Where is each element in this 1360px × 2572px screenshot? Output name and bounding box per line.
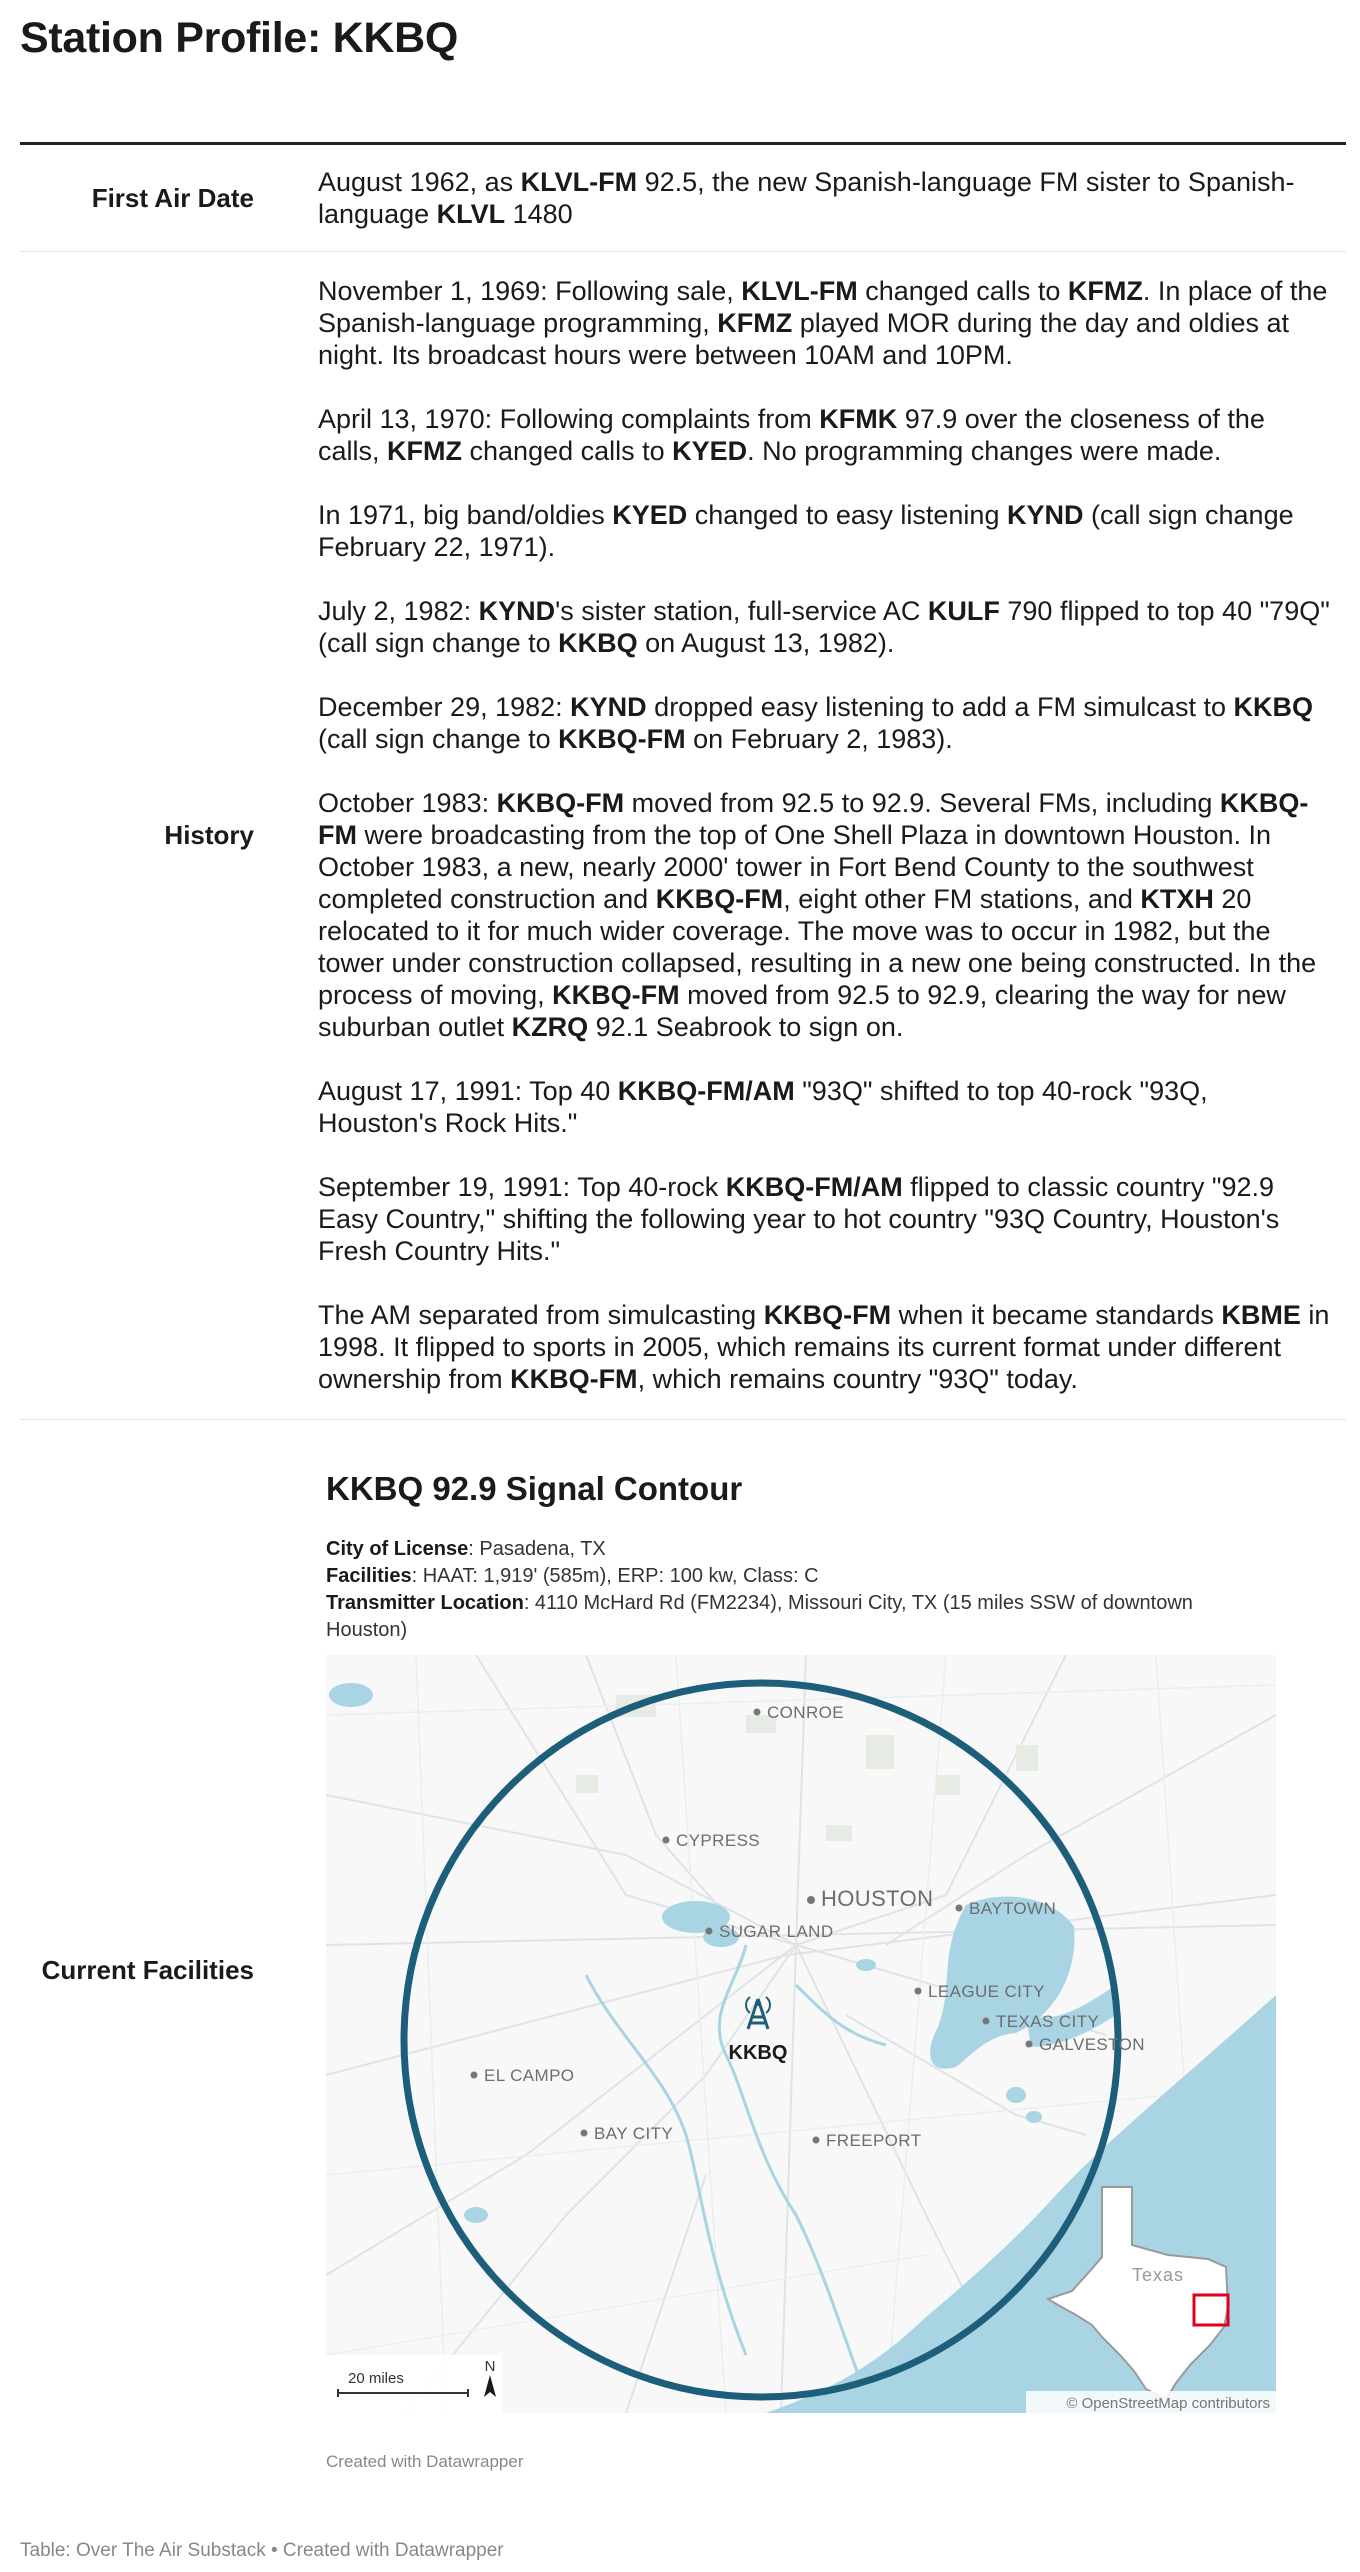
station-marker-label: KKBQ bbox=[728, 2042, 788, 2064]
city-marker-el-campo bbox=[471, 2066, 575, 2085]
transmitter-location: Transmitter Location: 4110 McHard Rd (FM2234), Missouri City, TX (15 miles SSW of downtown Houston) bbox=[326, 1592, 1193, 1641]
city-label: CYPRESS bbox=[676, 1831, 761, 1850]
city-marker-league-city bbox=[915, 1982, 1045, 2001]
city-label: BAY CITY bbox=[594, 2124, 674, 2143]
city-marker-conroe bbox=[754, 1703, 845, 1722]
paragraph: The AM separated from simulcasting KKBQ-FM when it became standards KBME in 1998. It flipped to sports in 2005, which remains its current format under different ownership from KKBQ-FM, which remains country "93Q" today. bbox=[318, 1300, 1330, 1394]
city-label: TEXAS CITY bbox=[996, 2012, 1100, 2031]
city-marker-texas-city bbox=[983, 2012, 1100, 2031]
city-label: EL CAMPO bbox=[484, 2066, 575, 2085]
scale-bar bbox=[326, 2355, 502, 2413]
city-label: CONROE bbox=[767, 1703, 845, 1722]
row-history bbox=[20, 252, 1346, 1420]
row-label-first-air-date: First Air Date bbox=[91, 183, 254, 213]
city-marker-freeport bbox=[813, 2131, 922, 2150]
facilities-info: Facilities: HAAT: 1,919' (585m), ERP: 100 kw, Class: C bbox=[326, 1565, 819, 1587]
paragraph: July 2, 1982: KYND's sister station, full-service AC KULF 790 flipped to top 40 "79Q" (call sign change to KKBQ on August 13, 1982). bbox=[318, 596, 1330, 658]
city-label: SUGAR LAND bbox=[719, 1922, 834, 1941]
map-title: KKBQ 92.9 Signal Contour bbox=[326, 1470, 743, 1507]
city-label: LEAGUE CITY bbox=[928, 1982, 1045, 2001]
city-label: HOUSTON bbox=[821, 1886, 934, 1911]
row-value-history bbox=[318, 252, 1332, 1419]
paragraph: November 1, 1969: Following sale, KLVL-FM changed calls to KFMZ. In place of the Spanish-language programming, KFMZ played MOR during the day and oldies at night. Its broadcast hours were between 10AM and 10PM. bbox=[318, 276, 1328, 370]
city-marker-sugar-land bbox=[706, 1922, 834, 1941]
city-marker-houston bbox=[807, 1886, 933, 1911]
row-label-current-facilities: Current Facilities bbox=[41, 1954, 254, 1985]
row-value-first-air-date bbox=[318, 146, 1332, 251]
map-svg bbox=[326, 1655, 1276, 2413]
row-label-history: History bbox=[164, 820, 254, 850]
table-footer: Table: Over The Air Substack • Created with Datawrapper bbox=[20, 2540, 504, 2561]
page-title: Station Profile: KKBQ bbox=[20, 14, 459, 62]
attribution-text: © OpenStreetMap contributors bbox=[1066, 2395, 1270, 2412]
header-rule bbox=[20, 142, 1346, 145]
paragraph: October 1983: KKBQ-FM moved from 92.5 to 92.9. Several FMs, including KKBQ-FM were broadcasting from the top of One Shell Plaza in downtown Houston. In October 1983, a new, nearly 2000' tower in Fort Bend County to the southwest completed construction and KKBQ-FM, eight other FM stations, and KTXH 20 relocated to it for much wider coverage. The move was to occur in 1982, but the tower under construction collapsed, resulting in a new one being constructed. In the process of moving, KKBQ-FM moved from 92.5 to 92.9, clearing the way for new suburban outlet KZRQ 92.1 Seabrook to sign on. bbox=[318, 788, 1317, 1042]
city-label: BAYTOWN bbox=[969, 1899, 1057, 1918]
inset-label: Texas bbox=[1132, 2265, 1185, 2285]
city-label: GALVESTON bbox=[1039, 2035, 1145, 2054]
city-marker-cypress bbox=[663, 1831, 761, 1850]
paragraph: August 1962, as KLVL-FM 92.5, the new Spanish-language FM sister to Spanish-language KLVL 1480 bbox=[318, 167, 1295, 229]
paragraph: April 13, 1970: Following complaints from KFMK 97.9 over the closeness of the calls, KFMZ changed calls to KYED. No programming changes were made. bbox=[318, 404, 1265, 466]
city-label: FREEPORT bbox=[826, 2131, 922, 2150]
scale-label: 20 miles bbox=[348, 2370, 404, 2387]
city-marker-baytown bbox=[956, 1899, 1057, 1918]
map-metadata bbox=[326, 1536, 1276, 1644]
paragraph: September 19, 1991: Top 40-rock KKBQ-FM/AM flipped to classic country "92.9 Easy Country," shifting the following year to hot country "93Q Country, Houston's Fresh Country Hits." bbox=[318, 1172, 1280, 1266]
north-label: N bbox=[484, 2358, 496, 2375]
signal-map[interactable] bbox=[326, 1655, 1276, 2413]
map-credit: Created with Datawrapper bbox=[326, 2452, 524, 2471]
paragraph: August 17, 1991: Top 40 KKBQ-FM/AM "93Q" shifted to top 40-rock "93Q, Houston's Rock Hits." bbox=[318, 1076, 1208, 1138]
city-of-license: City of License: Pasadena, TX bbox=[326, 1538, 606, 1560]
map-attribution bbox=[1026, 2391, 1276, 2413]
paragraph: In 1971, big band/oldies KYED changed to easy listening KYND (call sign change February 22, 1971). bbox=[318, 500, 1294, 562]
city-marker-galveston bbox=[1026, 2035, 1145, 2054]
row-first-air-date bbox=[20, 146, 1346, 252]
paragraph: December 29, 1982: KYND dropped easy listening to add a FM simulcast to KKBQ (call sign change to KKBQ-FM on February 2, 1983). bbox=[318, 692, 1313, 754]
city-marker-bay-city bbox=[581, 2124, 674, 2143]
